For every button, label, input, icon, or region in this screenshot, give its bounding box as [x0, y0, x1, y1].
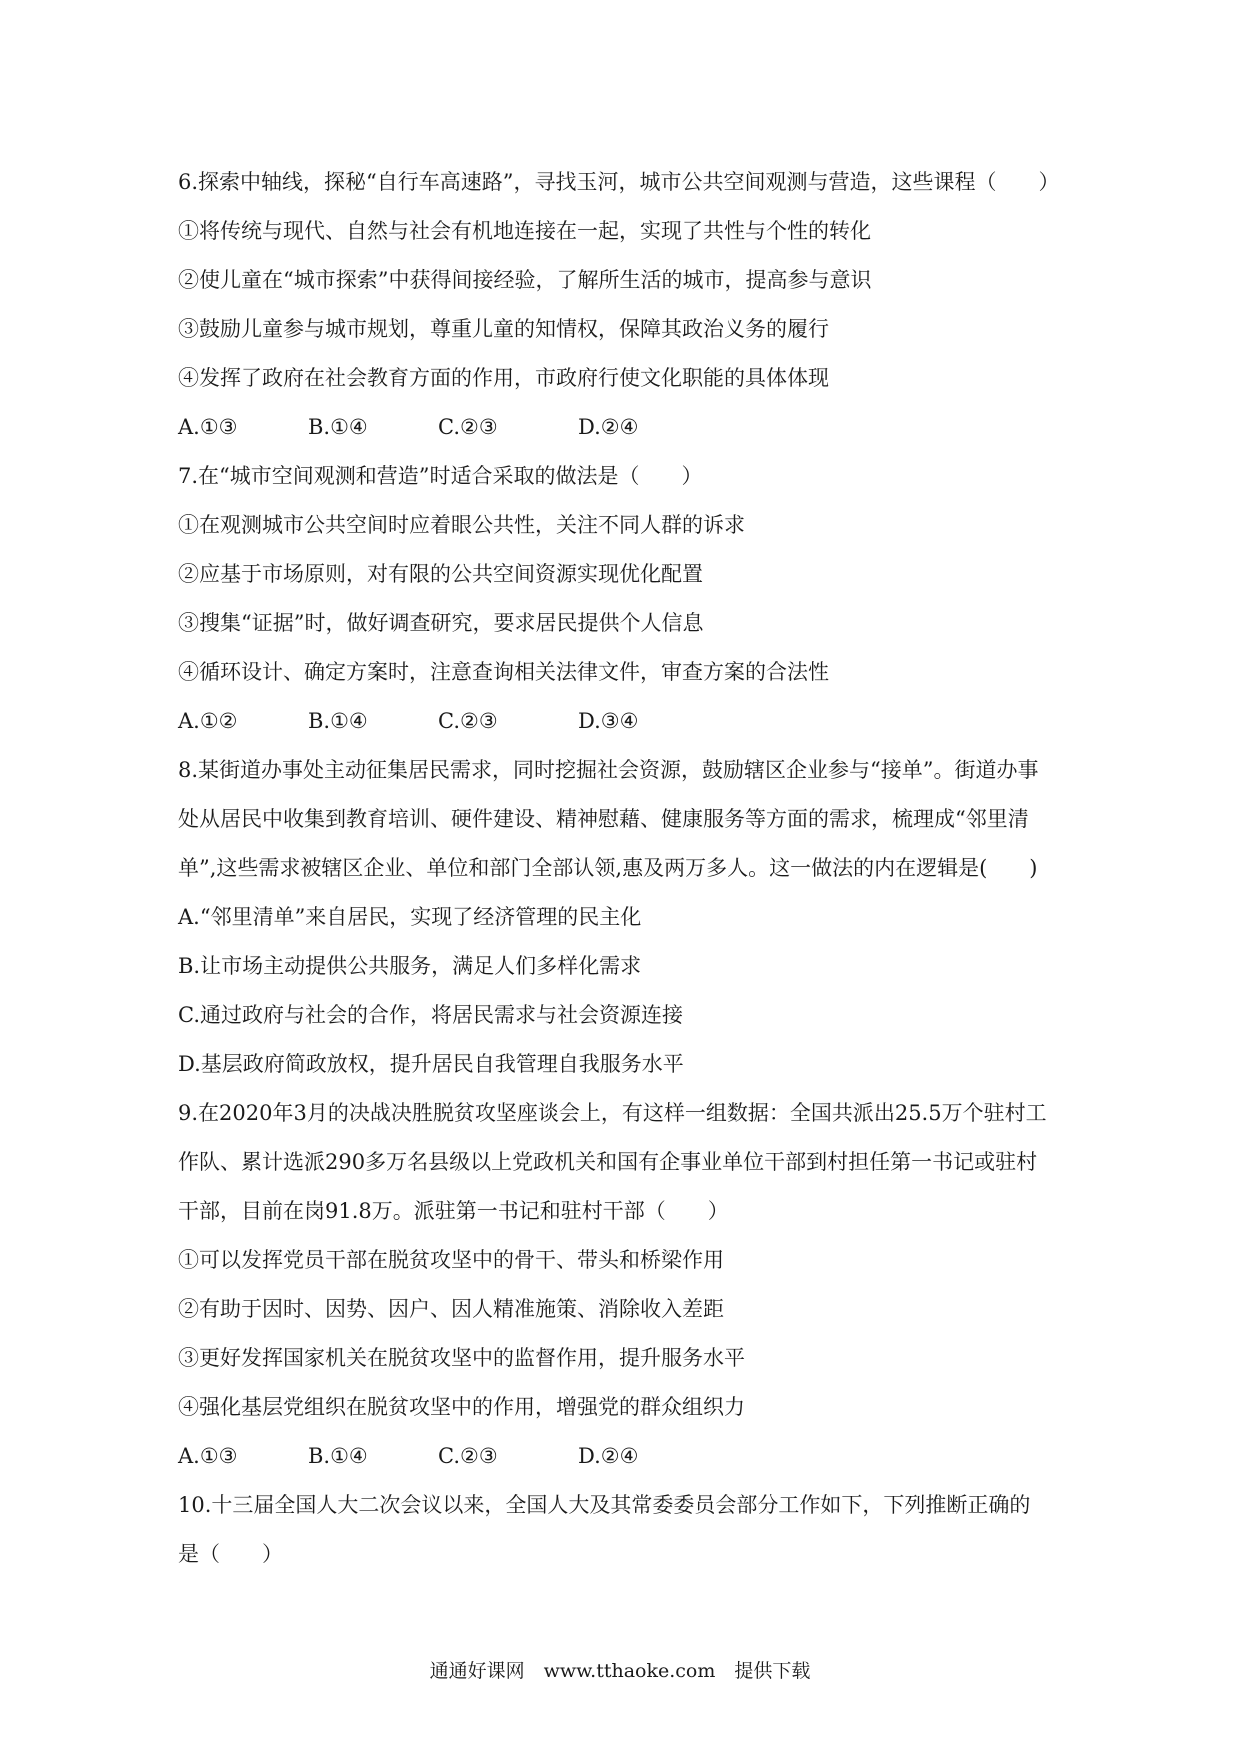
- statement-item: ③鼓励儿童参与城市规划，尊重儿童的知情权，保障其政治义务的履行: [178, 317, 829, 341]
- option-c: C.②③: [438, 709, 498, 733]
- statement-item: ①在观测城市公共空间时应着眼公共性，关注不同人群的诉求: [178, 513, 745, 537]
- statement-item: ②应基于市场原则，对有限的公共空间资源实现优化配置: [178, 562, 703, 586]
- statement-item: ②有助于因时、因势、因户、因人精准施策、消除收入差距: [178, 1297, 724, 1321]
- statement-item: ④发挥了政府在社会教育方面的作用，市政府行使文化职能的具体体现: [178, 366, 829, 390]
- question-stem-line: 单”,这些需求被辖区企业、单位和部门全部认领,惠及两万多人。这一做法的内在逻辑是( ): [178, 856, 1038, 880]
- choice-a: A.“邻里清单”来自居民，实现了经济管理的民主化: [178, 905, 642, 929]
- question-7: [178, 452, 1078, 746]
- statement-item: ③更好发挥国家机关在脱贫攻坚中的监督作用，提升服务水平: [178, 1346, 745, 1370]
- page-footer: 通通好课网 www.tthaoke.com 提供下载: [429, 1660, 811, 1682]
- option-b: B.①④: [308, 1444, 368, 1468]
- option-d: D.②④: [578, 1444, 639, 1468]
- option-b: B.①④: [308, 415, 368, 439]
- answer-options: [178, 403, 1078, 452]
- statement-item: ①将传统与现代、自然与社会有机地连接在一起，实现了共性与个性的转化: [178, 219, 871, 243]
- question-stem-line: 10.十三届全国人大二次会议以来，全国人大及其常委委员会部分工作如下，下列推断正确的: [178, 1493, 1031, 1517]
- question-stem-line: 干部，目前在岗91.8万。派驻第一书记和驻村干部（ ）: [178, 1199, 729, 1223]
- question-stem: 7.在“城市空间观测和营造”时适合采取的做法是（ ）: [178, 464, 703, 488]
- option-a: A.①③: [178, 415, 238, 439]
- option-d: D.③④: [578, 709, 639, 733]
- exam-page: [178, 158, 1078, 1579]
- statement-item: ④强化基层党组织在脱贫攻坚中的作用，增强党的群众组织力: [178, 1395, 745, 1419]
- statement-item: ④循环设计、确定方案时，注意查询相关法律文件，审查方案的合法性: [178, 660, 829, 684]
- option-a: A.①②: [178, 709, 238, 733]
- choice-c: C.通过政府与社会的合作，将居民需求与社会资源连接: [178, 1003, 683, 1027]
- question-10: [178, 1481, 1078, 1579]
- question-8: [178, 746, 1078, 1089]
- question-6: [178, 158, 1078, 452]
- question-stem-line: 9.在2020年3月的决战决胜脱贫攻坚座谈会上，有这样一组数据：全国共派出25.5万个驻村工: [178, 1101, 1047, 1125]
- statement-item: ③搜集“证据”时，做好调查研究，要求居民提供个人信息: [178, 611, 704, 635]
- option-c: C.②③: [438, 415, 498, 439]
- question-stem-line: 8.某街道办事处主动征集居民需求，同时挖掘社会资源，鼓励辖区企业参与“接单”。街道办事: [178, 758, 1039, 782]
- question-stem-line: 处从居民中收集到教育培训、硬件建设、精神慰藉、健康服务等方面的需求，梳理成“邻里清: [178, 807, 1029, 831]
- statement-item: ①可以发挥党员干部在脱贫攻坚中的骨干、带头和桥梁作用: [178, 1248, 724, 1272]
- choice-b: B.让市场主动提供公共服务，满足人们多样化需求: [178, 954, 642, 978]
- question-stem: 6.探索中轴线，探秘“自行车高速路”，寻找玉河，城市公共空间观测与营造，这些课程（ ）: [178, 170, 1060, 194]
- option-b: B.①④: [308, 709, 368, 733]
- choice-d: D.基层政府简政放权，提升居民自我管理自我服务水平: [178, 1052, 684, 1076]
- option-c: C.②③: [438, 1444, 498, 1468]
- option-a: A.①③: [178, 1444, 238, 1468]
- option-d: D.②④: [578, 415, 639, 439]
- question-9: [178, 1089, 1078, 1481]
- answer-options: [178, 697, 1078, 746]
- answer-options: [178, 1432, 1078, 1481]
- question-stem-line: 作队、累计选派290多万名县级以上党政机关和国有企事业单位干部到村担任第一书记或驻村: [178, 1150, 1038, 1174]
- question-stem-line: 是（ ）: [178, 1542, 283, 1566]
- statement-item: ②使儿童在“城市探索”中获得间接经验，了解所生活的城市，提高参与意识: [178, 268, 872, 292]
